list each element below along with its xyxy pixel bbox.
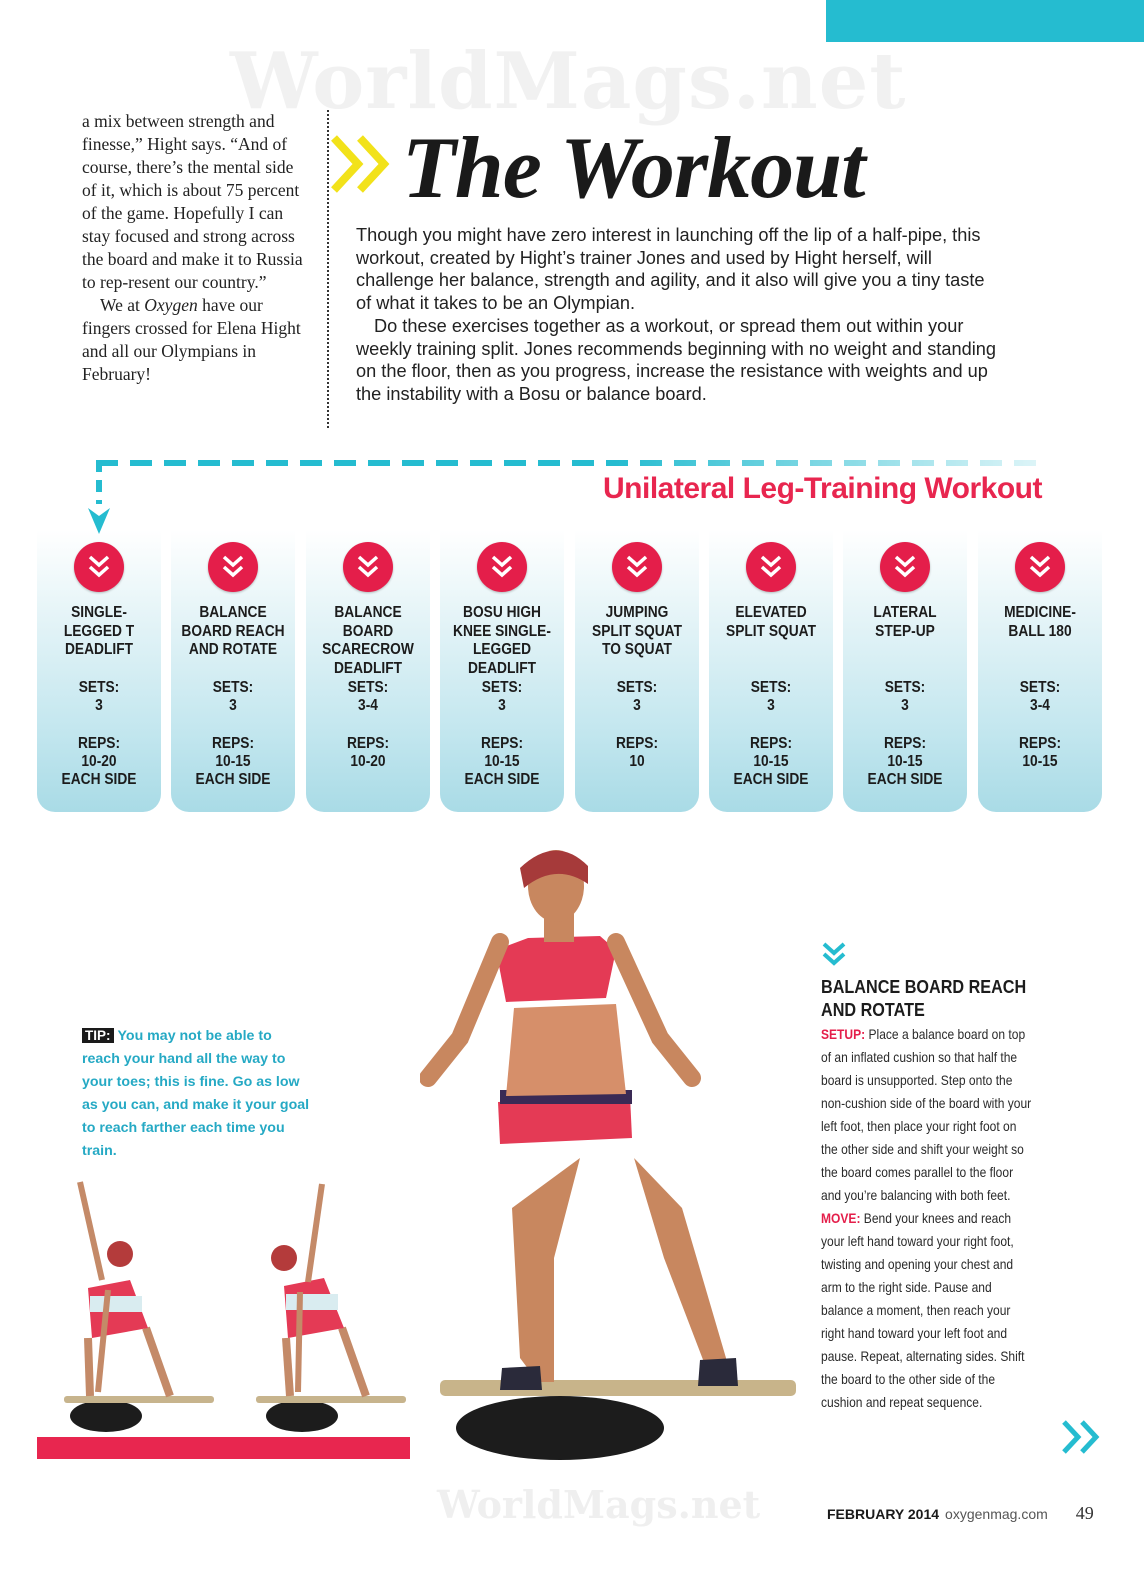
page-number: 49 (1075, 1503, 1094, 1523)
exercise-name: MEDICINE-BALL 180 (1004, 604, 1076, 640)
exercise-card (978, 530, 1102, 812)
left-column-paragraph-1: a mix between strength and finesse,” Hight says. “And of course, there’s the mental side of it, which is about 75 percent of the game. Hopefully I can stay focused and strong across the board and make it to Russia to rep-resent our country.” (82, 111, 303, 292)
reps-note: EACH SIDE (733, 771, 809, 788)
reps-value: 10-15 (484, 753, 520, 770)
reps-label: REPS: (883, 735, 927, 752)
exercise-photo-step-1 (58, 1178, 218, 1438)
exercise-name: ELEVATED SPLIT SQUAT (726, 604, 816, 640)
setup-label: SETUP: (821, 1026, 866, 1042)
exercise-card (37, 530, 161, 812)
exercise-card (709, 530, 833, 812)
sets-label: SETS: (347, 679, 389, 696)
reps-label: REPS: (77, 735, 121, 752)
reps-label: REPS: (346, 735, 390, 752)
exercise-photo-step-2 (250, 1178, 410, 1438)
column-divider (327, 110, 329, 428)
reps-label: REPS: (615, 735, 659, 752)
chevron-down-double-icon (612, 542, 662, 592)
intro-text (356, 224, 996, 406)
reps-value: 10-15 (215, 753, 251, 770)
sidebar-exercise-title: BALANCE BOARD REACH AND ROTATE (821, 977, 1027, 1020)
sets-label: SETS: (212, 679, 254, 696)
chevron-down-double-icon (880, 542, 930, 592)
sets-label: SETS: (481, 679, 523, 696)
watermark-bottom: WorldMags.net (437, 1482, 761, 1527)
sets-value: 3 (901, 697, 909, 714)
sets-value: 3-4 (1030, 697, 1050, 714)
sidebar-exercise-instructions (821, 1023, 1036, 1414)
intro-paragraph-2: Do these exercises together as a workout, or spread them out within your weekly training split. Jones recommends beginning with no weight and standing on the floor, then as you progress, increase the resistance with weights and up the instability with a Bosu or balance board. (356, 315, 996, 404)
chevron-down-double-icon (74, 542, 124, 592)
exercise-card (171, 530, 295, 812)
accent-red-bar (37, 1437, 410, 1459)
sets-value: 3 (229, 697, 237, 714)
left-column-text (82, 110, 304, 386)
reps-label: REPS: (480, 735, 524, 752)
reps-value: 10 (629, 753, 645, 770)
exercise-name: LATERAL STEP-UP (873, 604, 937, 640)
reps-label: REPS: (211, 735, 255, 752)
chevron-down-double-icon (821, 941, 847, 967)
reps-label: REPS: (749, 735, 793, 752)
sets-value: 3 (633, 697, 641, 714)
setup-text: Place a balance board on top of an inflated cushion so that half the board is unsupported. Step onto the non-cushion side of the board with your left foot, then place your right foot on the other side and shift your weight so the board comes parallel to the floor and you’re balancing with both feet. (821, 1026, 1032, 1203)
footer-month: FEBRUARY 2014 (827, 1506, 940, 1522)
exercise-card (843, 530, 967, 812)
page-footer (827, 1503, 1094, 1524)
sets-label: SETS: (884, 679, 926, 696)
left-column-paragraph-2: We at Oxygen have our fingers crossed for Elena Hight and all our Olympians in February! (82, 295, 301, 384)
reps-value: 10-15 (887, 753, 923, 770)
workout-title: Unilateral Leg-Training Workout (603, 472, 1042, 505)
sets-label: SETS: (616, 679, 658, 696)
page-title: The Workout (402, 120, 865, 217)
footer-site: oxygenmag.com (945, 1506, 1048, 1522)
dashed-connector-vertical (96, 460, 102, 504)
tip-box (82, 1024, 310, 1163)
exercise-photo-main (420, 838, 800, 1462)
reps-label: REPS: (1018, 735, 1062, 752)
reps-value: 10-20 (350, 753, 386, 770)
exercise-card (440, 530, 564, 812)
sets-value: 3-4 (358, 697, 378, 714)
tip-tag: TIP: (82, 1028, 114, 1043)
dashed-connector-horizontal (96, 460, 1041, 466)
chevron-down-double-icon (477, 542, 527, 592)
reps-value: 10-15 (1022, 753, 1058, 770)
move-label: MOVE: (821, 1210, 861, 1226)
reps-note: EACH SIDE (867, 771, 943, 788)
exercise-name: SINGLE-LEGGED T DEADLIFT (63, 604, 135, 658)
sets-value: 3 (767, 697, 775, 714)
intro-paragraph-1: Though you might have zero interest in launching off the lip of a half-pipe, this workout, created by Hight’s trainer Jones and used by Hight herself, will challenge her balance, strength and agility, and it also will give you a tiny taste of what it takes to be an Olympian. (356, 225, 985, 314)
watermark-top: WorldMags.net (230, 36, 907, 127)
reps-value: 10-15 (753, 753, 789, 770)
sets-label: SETS: (78, 679, 120, 696)
chevron-right-double-icon (1060, 1418, 1104, 1456)
chevron-down-double-icon (1015, 542, 1065, 592)
reps-note: EACH SIDE (61, 771, 137, 788)
exercise-name: BALANCE BOARD REACH AND ROTATE (181, 604, 285, 658)
chevron-down-double-icon (343, 542, 393, 592)
exercise-cards (37, 530, 1101, 812)
chevron-down-double-icon (746, 542, 796, 592)
chevron-down-double-icon (208, 542, 258, 592)
sets-label: SETS: (750, 679, 792, 696)
sets-value: 3 (498, 697, 506, 714)
reps-value: 10-20 (81, 753, 117, 770)
exercise-name: BALANCE BOARD SCARECROW DEADLIFT (322, 604, 414, 677)
sets-value: 3 (95, 697, 103, 714)
reps-note: EACH SIDE (464, 771, 540, 788)
tip-text: You may not be able to reach your hand all the way to your toes; this is fine. Go as low as you can, and make it your goal to reach farther each time you train. (82, 1028, 310, 1159)
sets-label: SETS: (1019, 679, 1061, 696)
chevron-right-double-icon (330, 132, 396, 196)
exercise-card (306, 530, 430, 812)
exercise-card (575, 530, 699, 812)
exercise-name: BOSU HIGH KNEE SINGLE-LEGGED DEADLIFT (453, 604, 551, 677)
exercise-name: JUMPING SPLIT SQUAT TO SQUAT (592, 604, 682, 658)
reps-note: EACH SIDE (195, 771, 271, 788)
move-text: Bend your knees and reach your left hand toward your right foot, twisting and opening your chest and arm to the right side. Pause and balance a moment, then reach your right hand toward your left foot and pause. Repeat, alternating sides. Shift the board to the other side of the cushion and repeat sequence. (821, 1210, 1025, 1410)
